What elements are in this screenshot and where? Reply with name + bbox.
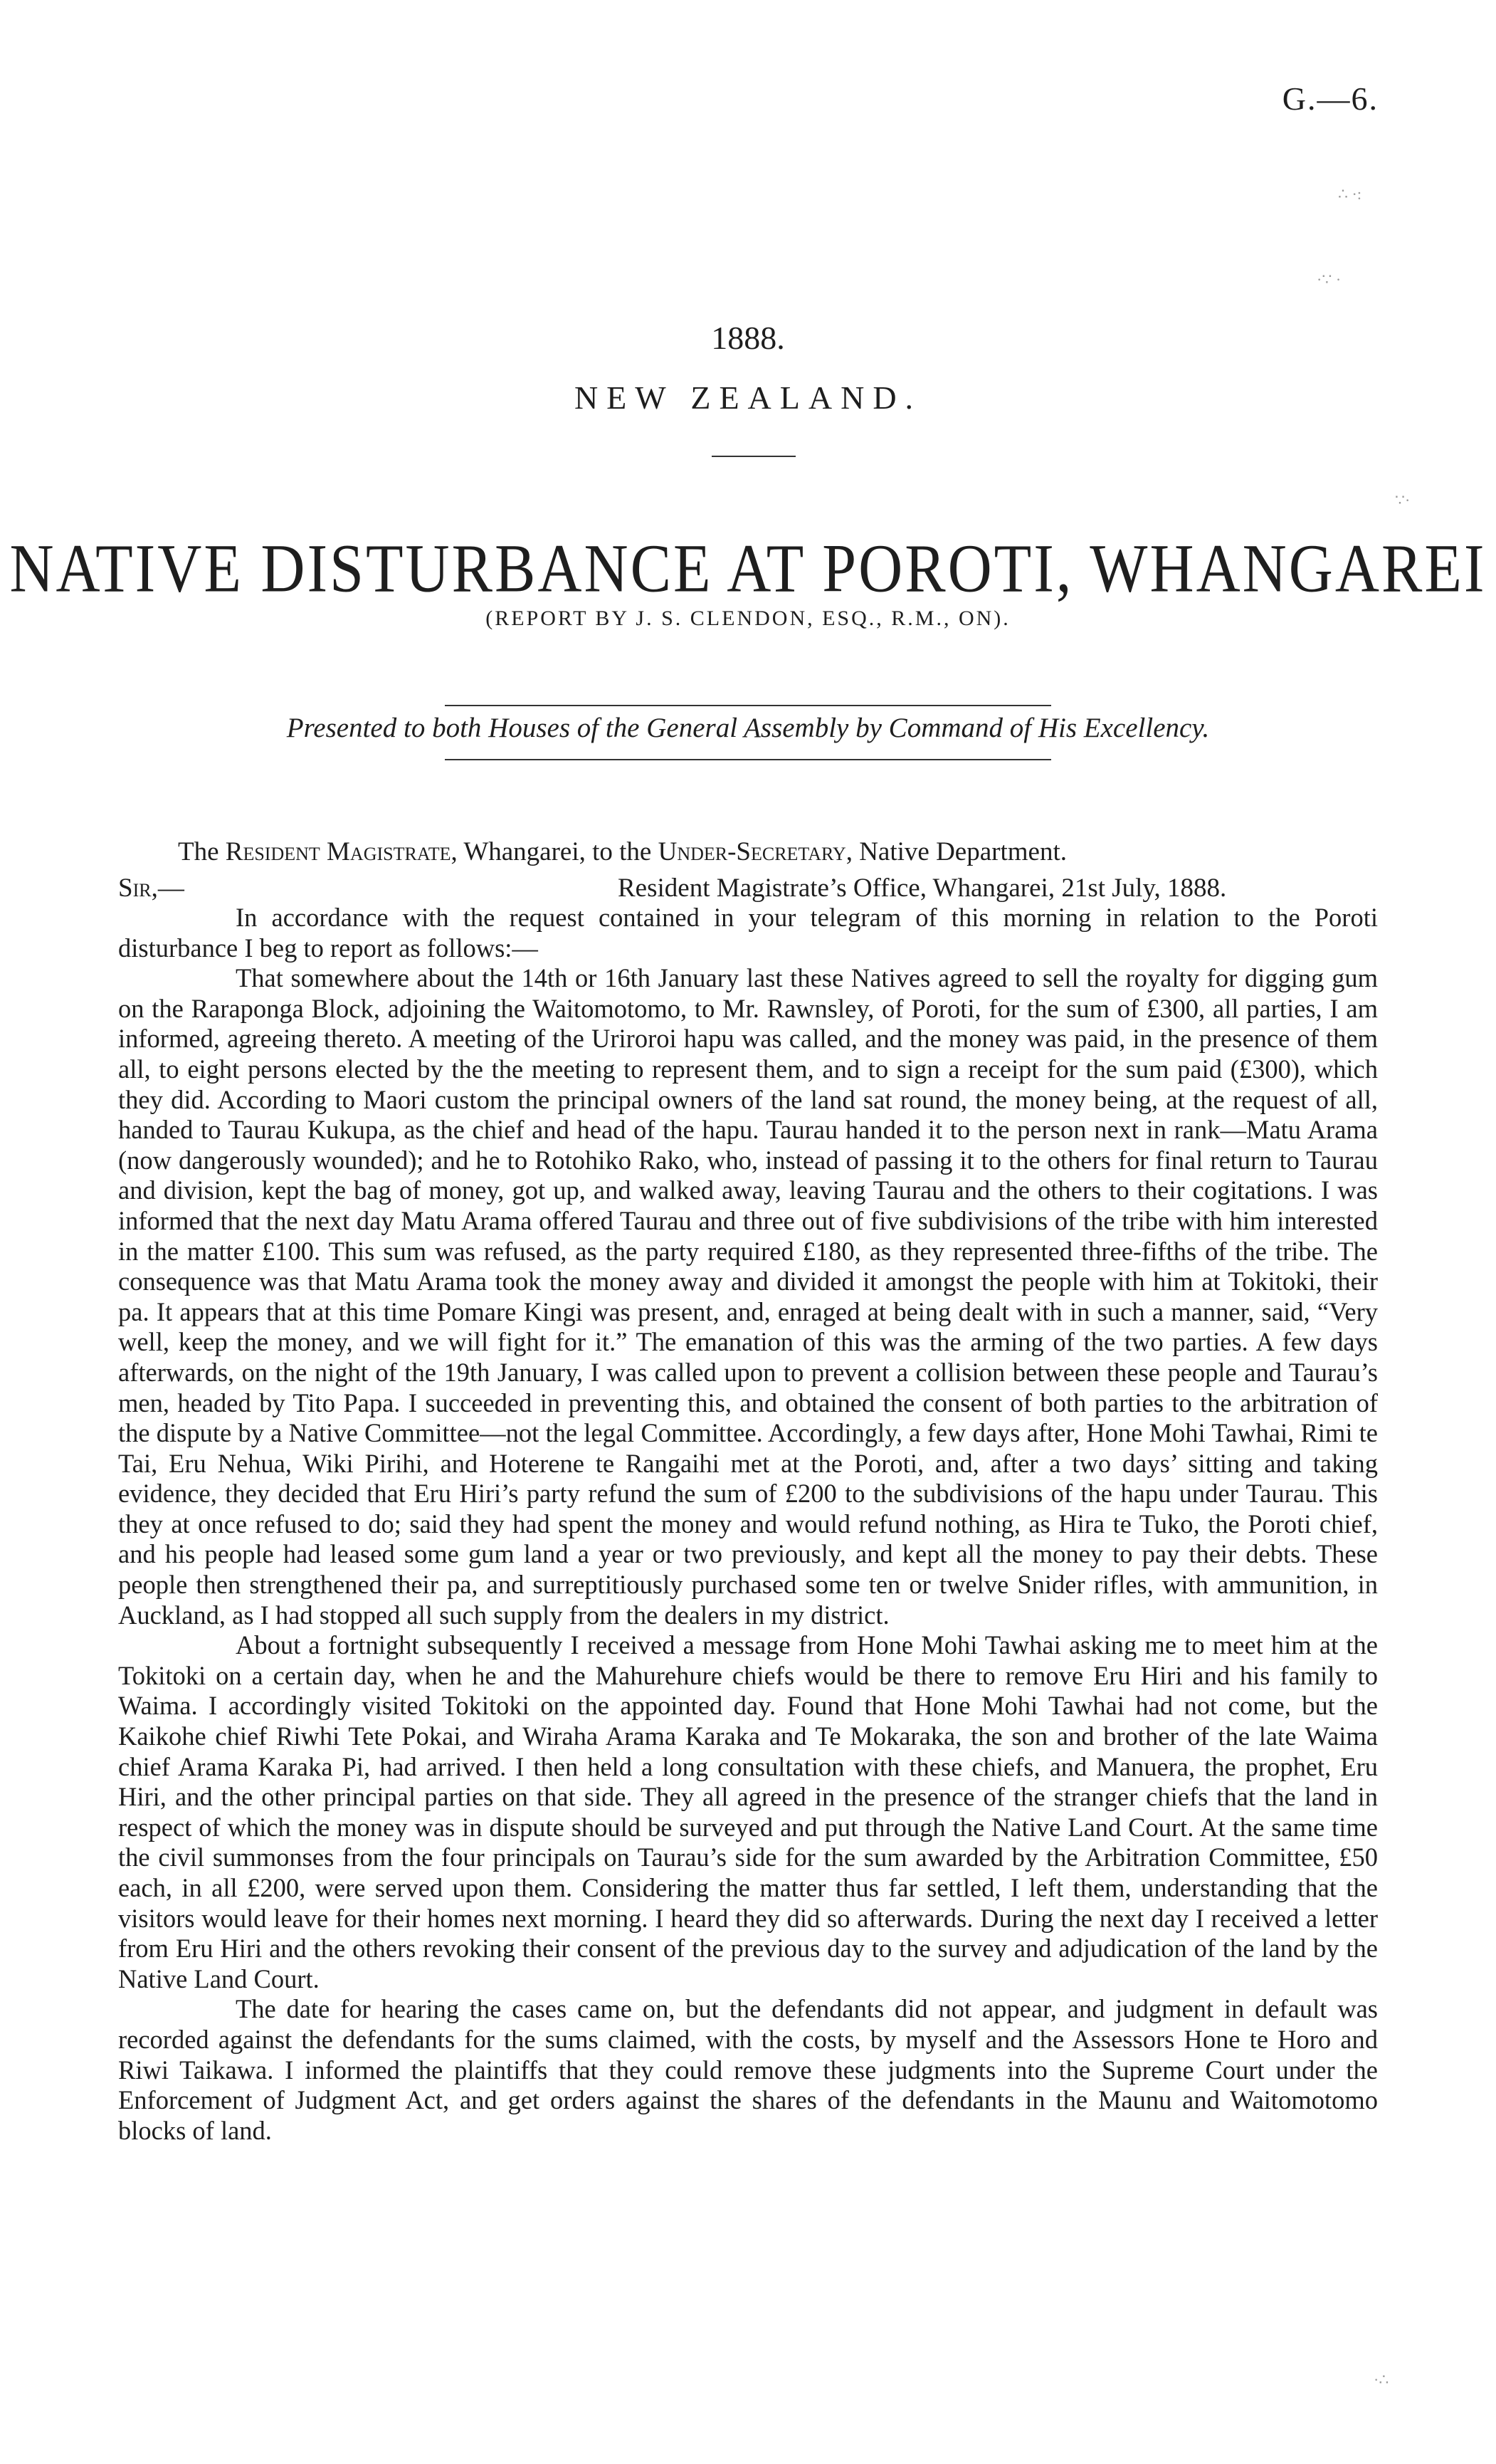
paragraph: About a fortnight subsequently I received a message from Hone Mohi Tawhai asking me to meet him at the Tokitoki on a certain day, when he and the Mahurehure chiefs would be there to remove Eru Hiri and his family to Waima. I accordingly visited Tokitoki on the appointed day. Found that Hone Mohi Tawhai had not come, but the Kaikohe chief Riwhi Tete Pokai, and Wiraha Arama Karaka and Te Mokaraka, the son and brother of the late Waima chief Arama Karaka Pi, had arrived. I then held a long consultation with these chiefs, and Manuera, the prophet, Eru Hiri, and the other principal parties on that side. They all agreed in the presence of the stranger chiefs that the land in respect of which the money was in dispute should be surveyed and put through the Native Land Court. At the same time the civil summonses from the four principals on Taurau’s side for the sum awarded by the Arbitration Committee, £50 each, in all £200, were served upon them. Considering the matter thus far settled, I left them, understanding that the visitors would leave for their homes next morning. I heard they did so afterwards. During the next day I received a letter from Eru Hiri and the others revoking their consent of the previous day to the survey and adjudication of the land by the Native Land Court. <box>118 1630 1378 1993</box>
publication-year: 1888. <box>711 320 785 356</box>
paper-speckle: ∴ ·: <box>1338 185 1361 203</box>
salutation: Sir,— <box>118 874 184 903</box>
country-heading: NEW ZEALAND. <box>574 379 922 416</box>
heading-the: The <box>178 837 219 866</box>
paper-speckle: ·∵ · <box>1317 271 1342 288</box>
heading-from: Resident Magistrate <box>225 837 451 866</box>
heading-end: , Native Department. <box>846 837 1067 866</box>
office-dateline: Resident Magistrate’s Office, Whangarei, 21st July, 1888. <box>618 874 1227 903</box>
paper-speckle: ∵· <box>1395 491 1411 509</box>
document-title: NATIVE DISTURBANCE AT POROTI, WHANGAREI <box>9 530 1487 607</box>
paragraph: In accordance with the request contained in your telegram of this morning in relation to the Poroti disturbance I beg to report as follows:— <box>118 903 1378 963</box>
presented-line: Presented to both Houses of the General Assembly by Command of His Excellency. <box>286 713 1210 743</box>
letter-body <box>118 903 1378 2146</box>
paper-speckle: ·∴ <box>1374 2371 1389 2389</box>
bottom-divider <box>445 759 1051 760</box>
short-divider <box>712 456 796 457</box>
document-subtitle: (REPORT BY J. S. CLENDON, ESQ., R.M., ON). <box>485 607 1011 630</box>
document-reference: G.—6. <box>1282 80 1379 117</box>
heading-mid: , Whangarei, to the <box>451 837 652 866</box>
top-divider <box>445 705 1051 706</box>
paragraph: The date for hearing the cases came on, but the defendants did not appear, and judgment in default was recorded against the defendants for the sums claimed, with the costs, by myself and the Assessors Hone te Horo and Riwi Taikawa. I informed the plaintiffs that they could remove these judgments into the Supreme Court under the Enforcement of Judgment Act, and get orders against the shares of the defendants in the Maunu and Waitomotomo blocks of land. <box>118 1994 1378 2145</box>
letter-heading <box>178 837 1067 867</box>
heading-to: Under-Secretary <box>658 837 846 866</box>
paragraph: That somewhere about the 14th or 16th January last these Natives agreed to sell the royalty for digging gum on the Raraponga Block, adjoining the Waitomotomo, to Mr. Rawnsley, of Poroti, for the sum of £300, all parties, I am informed, agreeing thereto. A meeting of the Uriroroi hapu was called, and the money was paid, in the presence of them all, to eight persons elected by the the meeting to represent them, and to sign a receipt for the sum paid (£300), which they did. According to Maori custom the principal owners of the land sat round, the money being, at the request of all, handed to Taurau Kukupa, as the chief and head of the hapu. Taurau handed it to the person next in rank—Matu Arama (now dangerously wounded); and he to Rotohiko Rako, who, instead of passing it to the others for final return to Taurau and division, kept the bag of money, got up, and walked away, leaving Taurau and the others to their cogitations. I was informed that the next day Matu Arama offered Taurau and three out of five subdivisions of the tribe with him interested in the matter £100. This sum was refused, as the party required £180, as they represented three-fifths of the tribe. The consequence was that Matu Arama took the money away and divided it amongst the people with him at Tokitoki, their pa. It appears that at this time Pomare Kingi was present, and, enraged at being dealt with in such a manner, said, “Very well, keep the money, and we will fight for it.” The emanation of this was the arming of the two parties. A few days afterwards, on the night of the 19th January, I was called upon to prevent a collision between these people and Taurau’s men, headed by Tito Papa. I succeeded in preventing this, and obtained the consent of both parties to the arbitration of the dispute by a Native Committee—not the legal Committee. Accordingly, a few days after, Hone Mohi Tawhai, Rimi te Tai, Eru Nehua, Wiki Pirihi, and Hoterene te Rangaihi met at the Poroti, and, after a two days’ sitting and taking evidence, they decided that Eru Hiri’s party refund the sum of £200 to the subdivisions of the hapu under Taurau. This they at once refused to do; said they had spent the money and would refund nothing, as Hira te Tuko, the Poroti chief, and his people had leased some gum land a year or two previously, and kept all the money to pay their debts. These people then strengthened their pa, and surreptitiously purchased some ten or twelve Snider rifles, with ammunition, in Auckland, as I had stopped all such supply from the dealers in my district. <box>118 963 1378 1630</box>
